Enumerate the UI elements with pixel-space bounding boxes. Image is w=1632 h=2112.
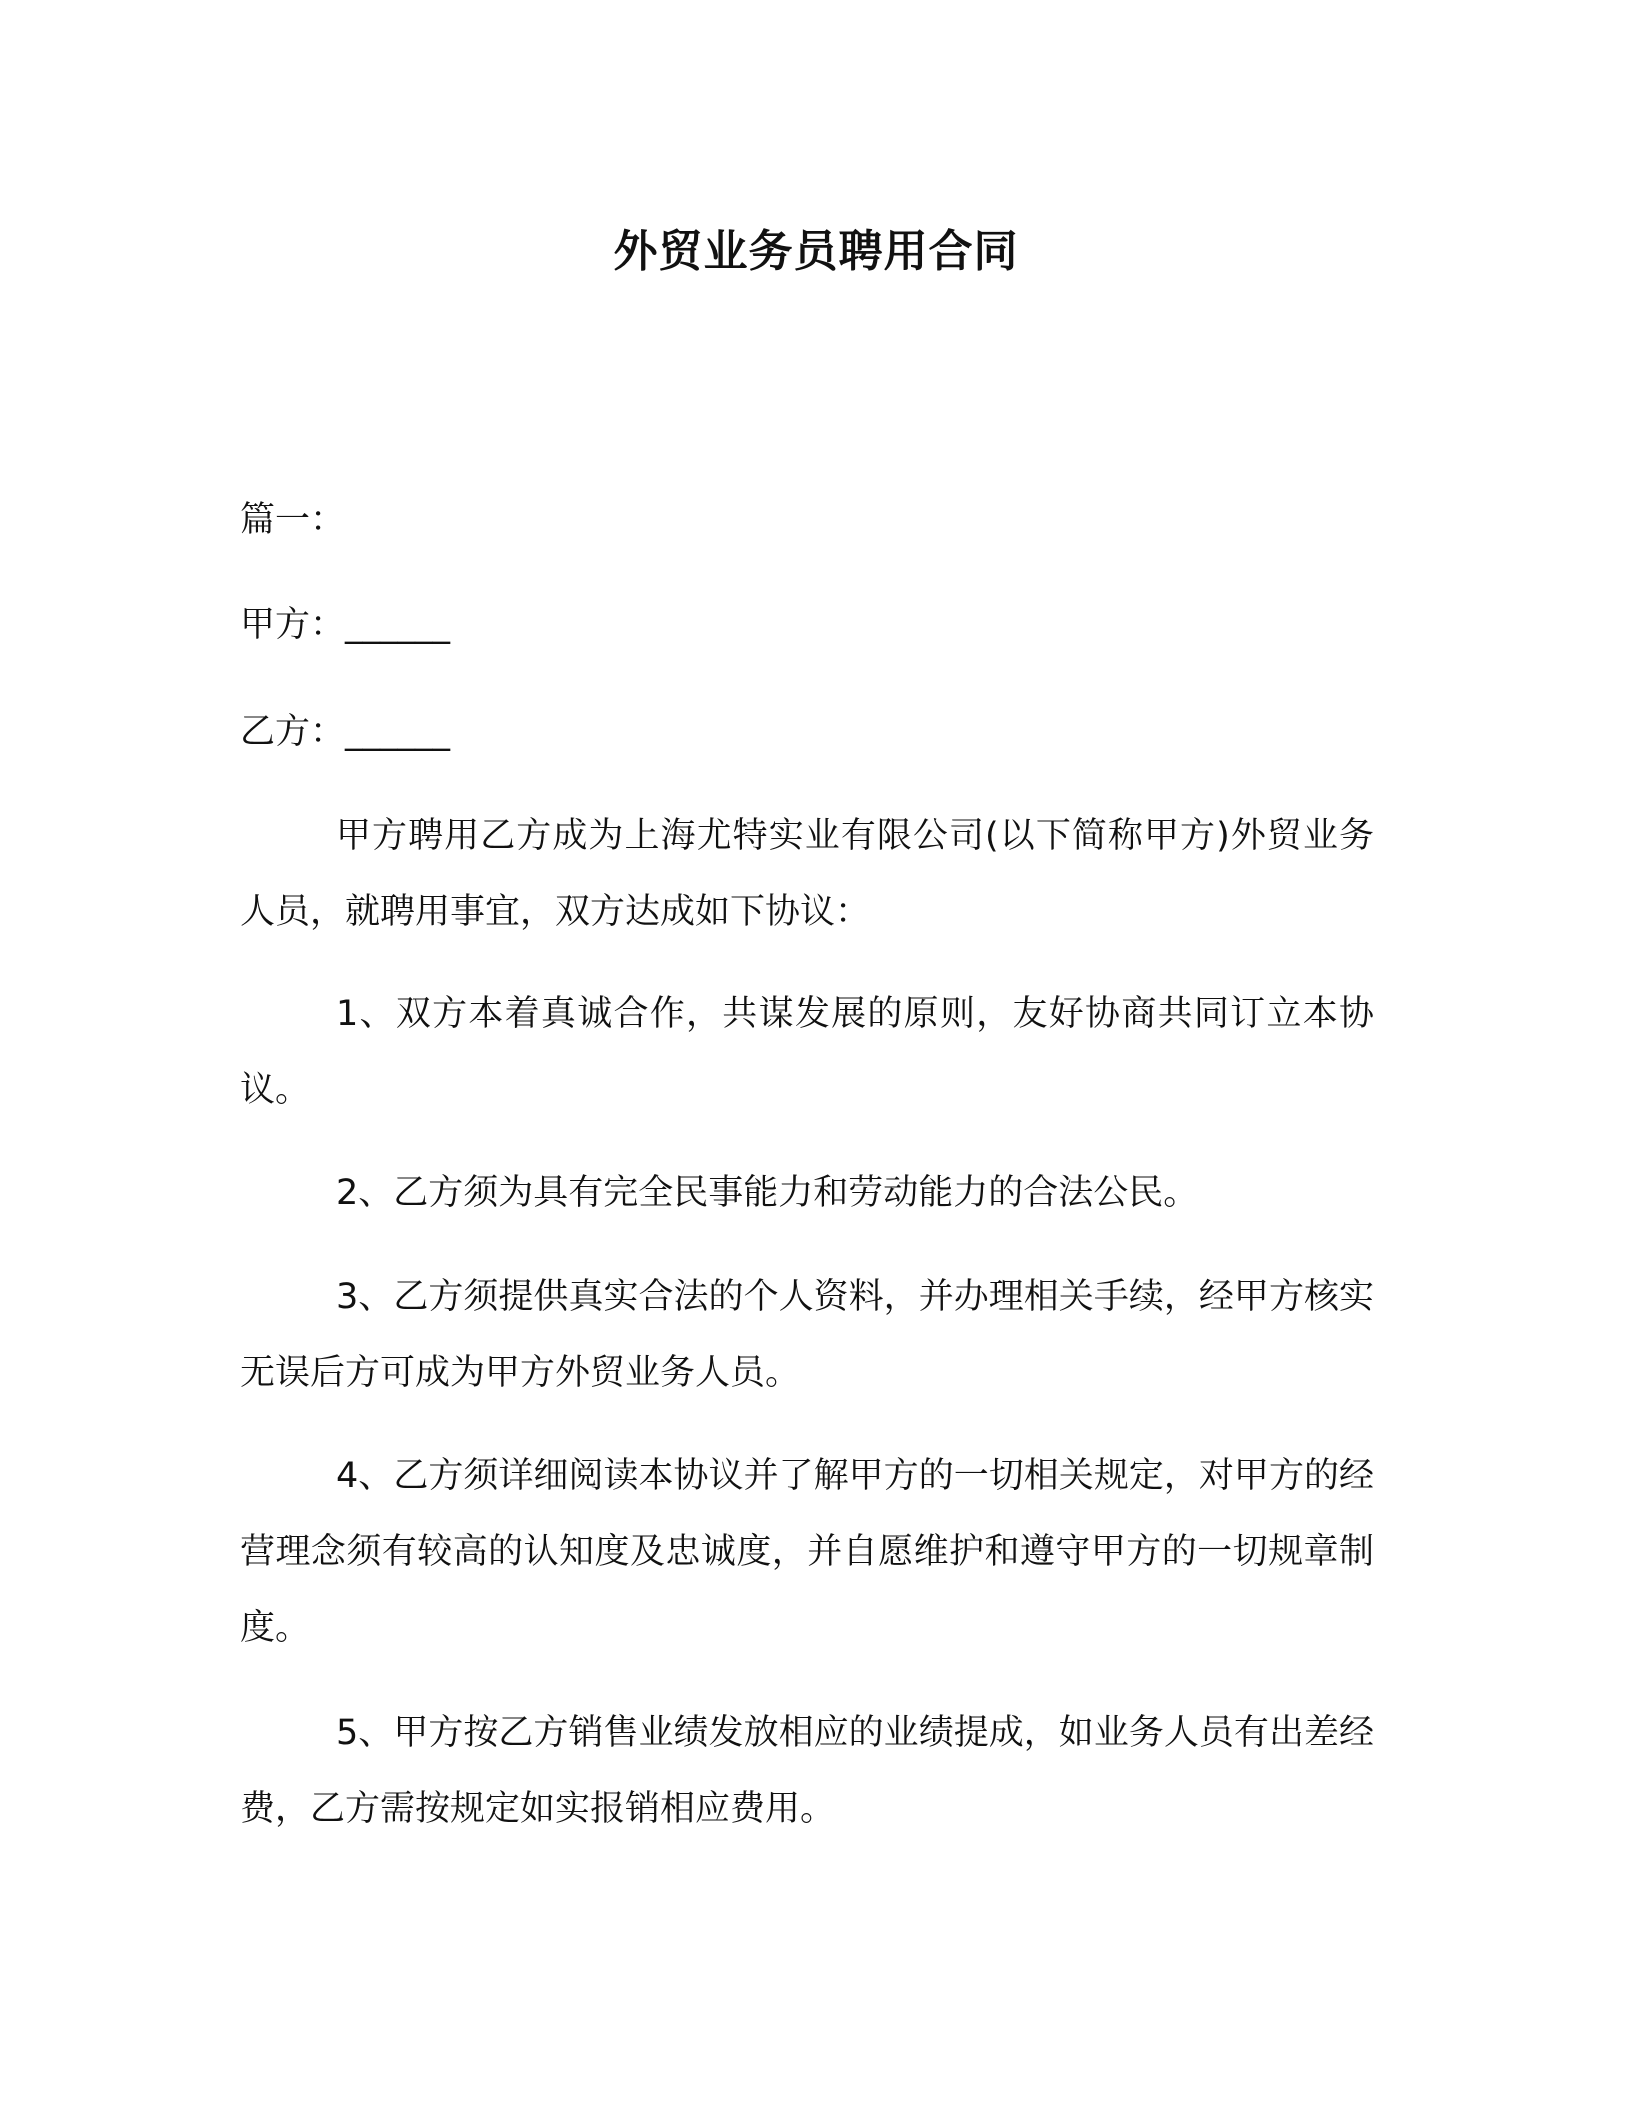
clause-4: 4、乙方须详细阅读本协议并了解甲方的一切相关规定，对甲方的经营理念须有较高的认知度及忠诚度，并自愿维护和遵守甲方的一切规章制度。 [240,1456,1374,1648]
clause-3: 3、乙方须提供真实合法的个人资料，并办理相关手续，经甲方核实无误后方可成为甲方外贸业务人员。 [240,1277,1374,1393]
party-b-line: 乙方：______ [240,712,451,752]
section-label: 篇一： [240,500,346,540]
clause-1: 1、双方本着真诚合作，共谋发展的原则，友好协商共同订立本协议。 [240,994,1374,1110]
intro-paragraph: 甲方聘用乙方成为上海尤特实业有限公司(以下简称甲方)外贸业务人员，就聘用事宜，双方达成如下协议： [240,816,1374,932]
clause-2: 2、乙方须为具有完全民事能力和劳动能力的合法公民。 [336,1173,1199,1213]
document-title: 外贸业务员聘用合同 [613,226,1019,277]
party-a-line: 甲方：______ [240,605,451,645]
clause-5: 5、甲方按乙方销售业绩发放相应的业绩提成，如业务人员有出差经费，乙方需按规定如实报销相应费用。 [240,1713,1374,1829]
